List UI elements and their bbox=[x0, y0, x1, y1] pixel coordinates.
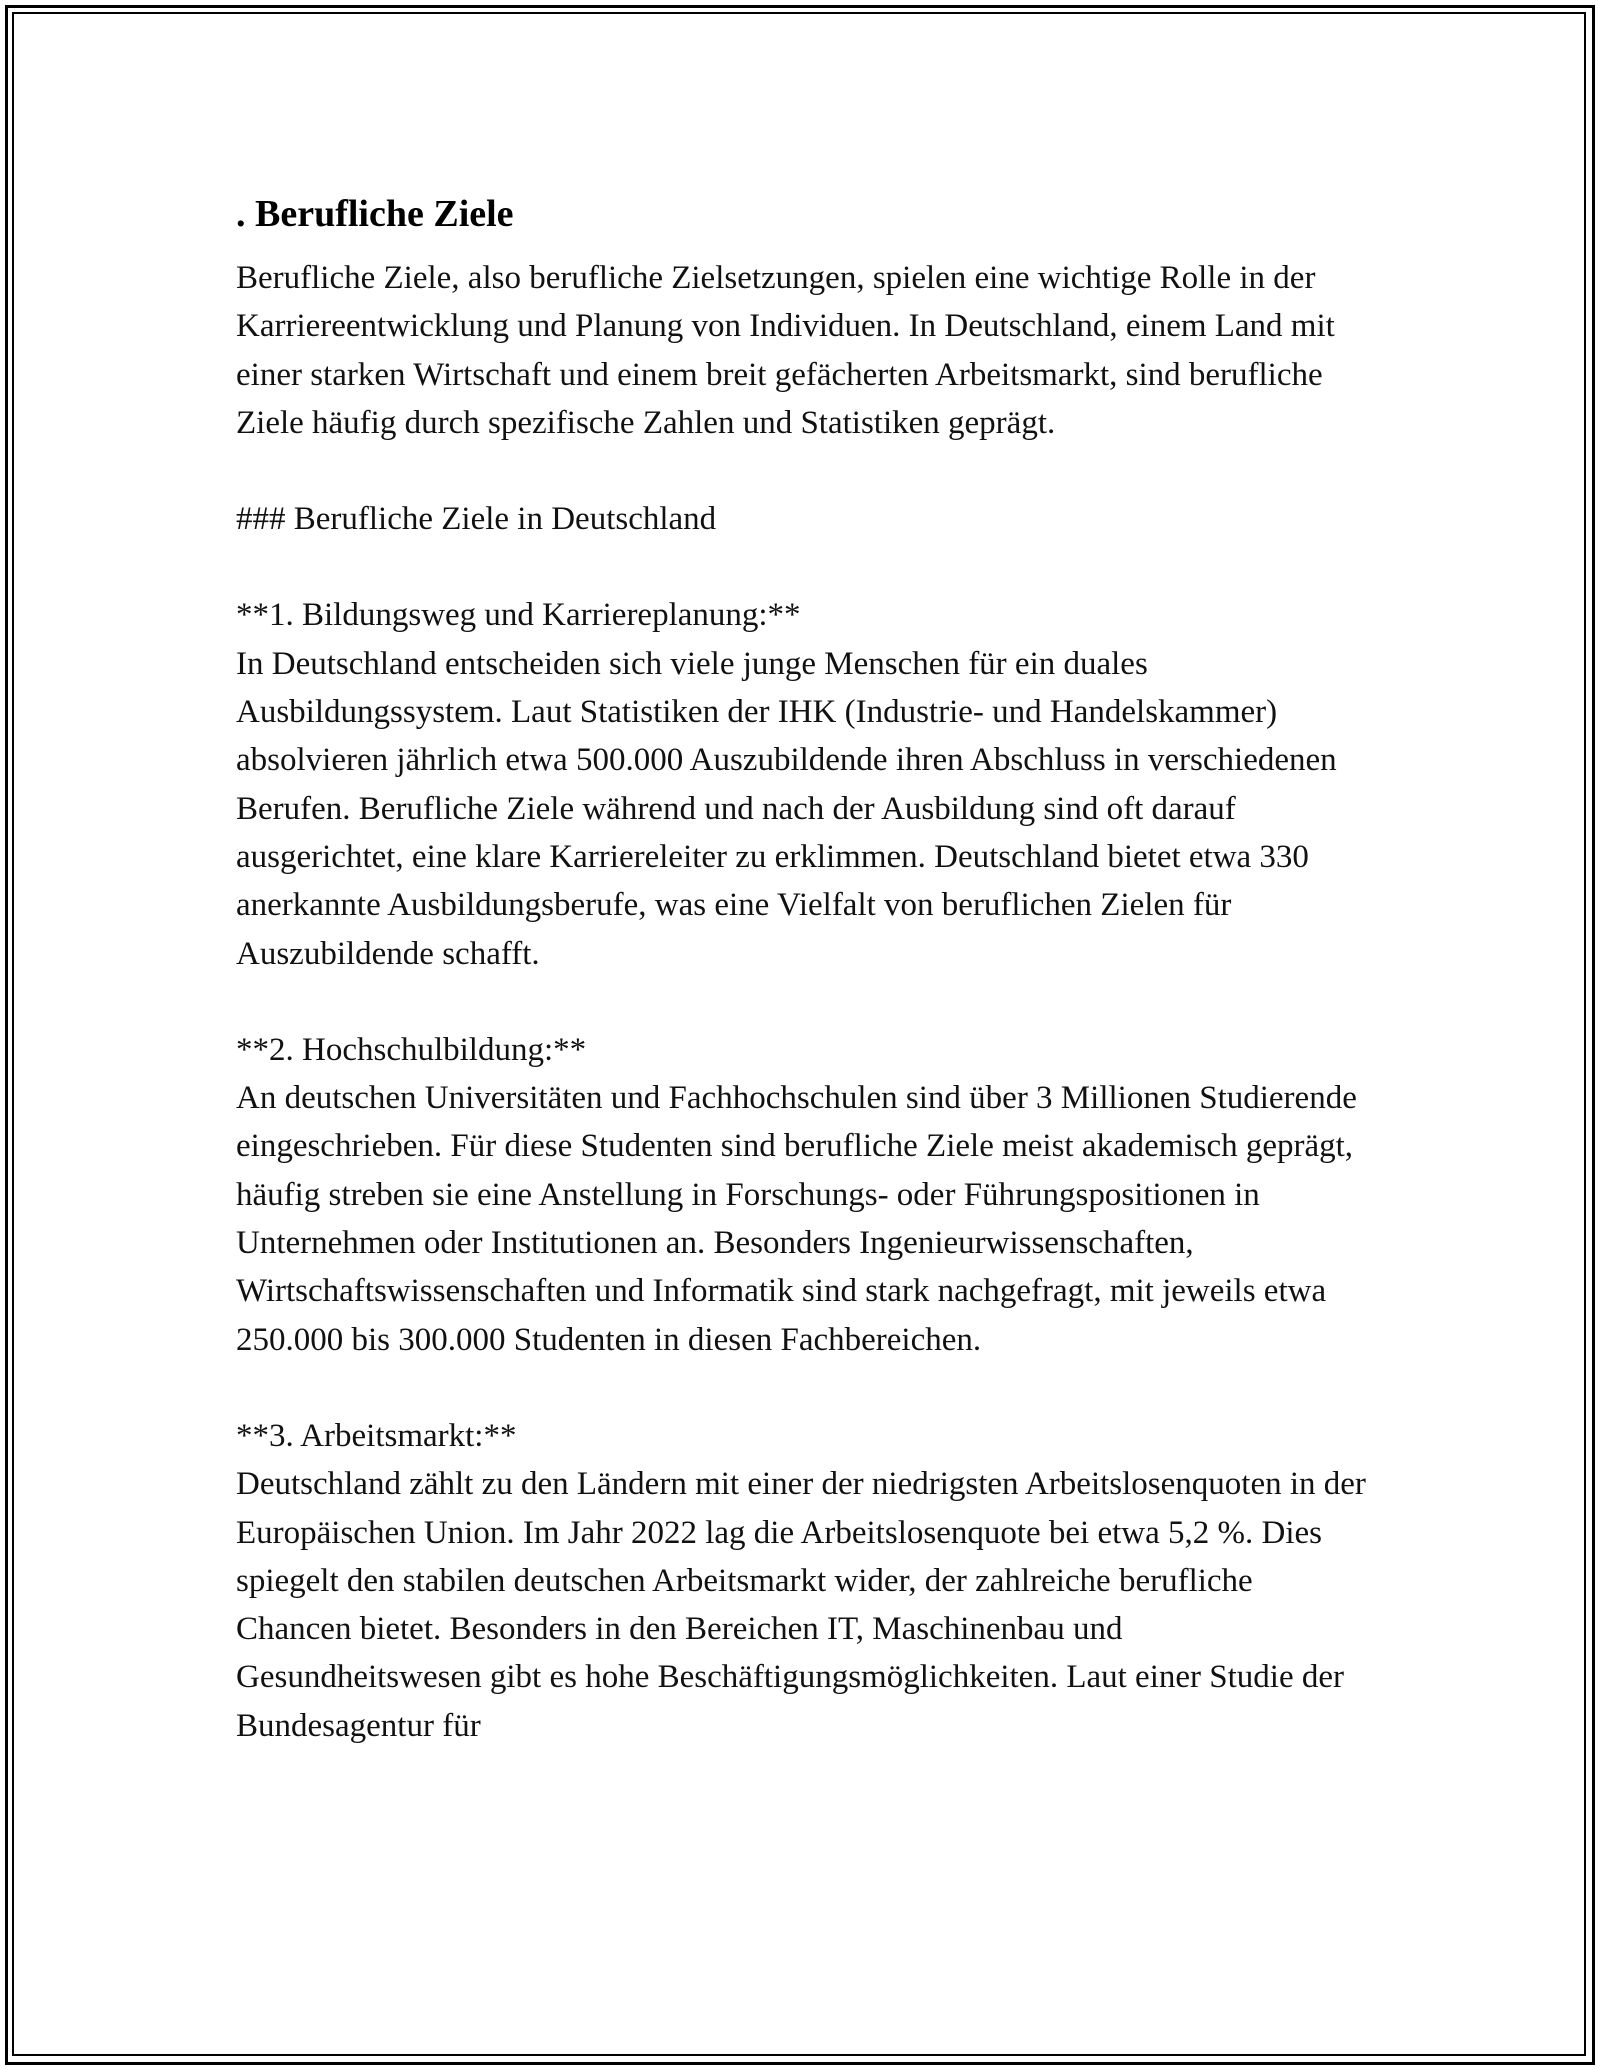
section-hochschulbildung bbox=[236, 1026, 1376, 1364]
section-body-hochschulbildung: An deutschen Universitäten und Fachhochschulen sind über 3 Millionen Studierende eingeschrieben. Für diese Studenten sind berufliche Ziele meist akademisch geprägt, häufig streben sie eine Anstellung in Forschungs- oder Führungspositionen in Unternehmen oder Institutionen an. Besonders Ingenieurwissenschaften, Wirtschaftswissenschaften und Informatik sind stark nachgefragt, mit jeweils etwa 250.000 bis 300.000 Studenten in diesen Fachbereichen. bbox=[236, 1080, 1357, 1358]
document-page bbox=[236, 184, 1376, 1750]
section-heading-arbeitsmarkt: **3. Arbeitsmarkt:** bbox=[236, 1417, 517, 1454]
section-body-bildungsweg: In Deutschland entscheiden sich viele junge Menschen für ein duales Ausbildungssystem. Laut Statistiken der IHK (Industrie- und Handelskammer) absolvieren jährlich etwa 500.000 Auszubildende ihren Abschluss in verschiedenen Berufen. Berufliche Ziele während und nach der Ausbildung sind oft darauf ausgerichtet, eine klare Karriereleiter zu erklimmen. Deutschland bietet etwa 330 anerkannte Ausbildungsberufe, was eine Vielfalt von beruflichen Zielen für Auszubildende schafft. bbox=[236, 645, 1337, 972]
document-title: . Berufliche Ziele bbox=[236, 193, 514, 235]
section-arbeitsmarkt bbox=[236, 1412, 1376, 1750]
section-bildungsweg bbox=[236, 591, 1376, 977]
section-body-arbeitsmarkt: Deutschland zählt zu den Ländern mit einer der niedrigsten Arbeitslosenquoten in der Europäischen Union. Im Jahr 2022 lag die Arbeitslosenquote bei etwa 5,2 %. Dies spiegelt den stabilen deutschen Arbeitsmarkt wider, der zahlreiche berufliche Chancen bietet. Besonders in den Bereichen IT, Maschinenbau und Gesundheitswesen gibt es hohe Beschäftigungsmöglichkeiten. Laut einer Studie der Bundesagentur für bbox=[236, 1466, 1366, 1744]
section-heading-bildungsweg: **1. Bildungsweg und Karriereplanung:** bbox=[236, 597, 801, 634]
intro-paragraph: Berufliche Ziele, also berufliche Zielsetzungen, spielen eine wichtige Rolle in der Karriereentwicklung und Planung von Individuen. In Deutschland, einem Land mit einer starken Wirtschaft und einem breit gefächerten Arbeitsmarkt, sind berufliche Ziele häufig durch spezifische Zahlen und Statistiken geprägt. bbox=[236, 260, 1335, 441]
section-heading-hochschulbildung: **2. Hochschulbildung:** bbox=[236, 1031, 587, 1068]
section-heading: ### Berufliche Ziele in Deutschland bbox=[236, 501, 717, 538]
